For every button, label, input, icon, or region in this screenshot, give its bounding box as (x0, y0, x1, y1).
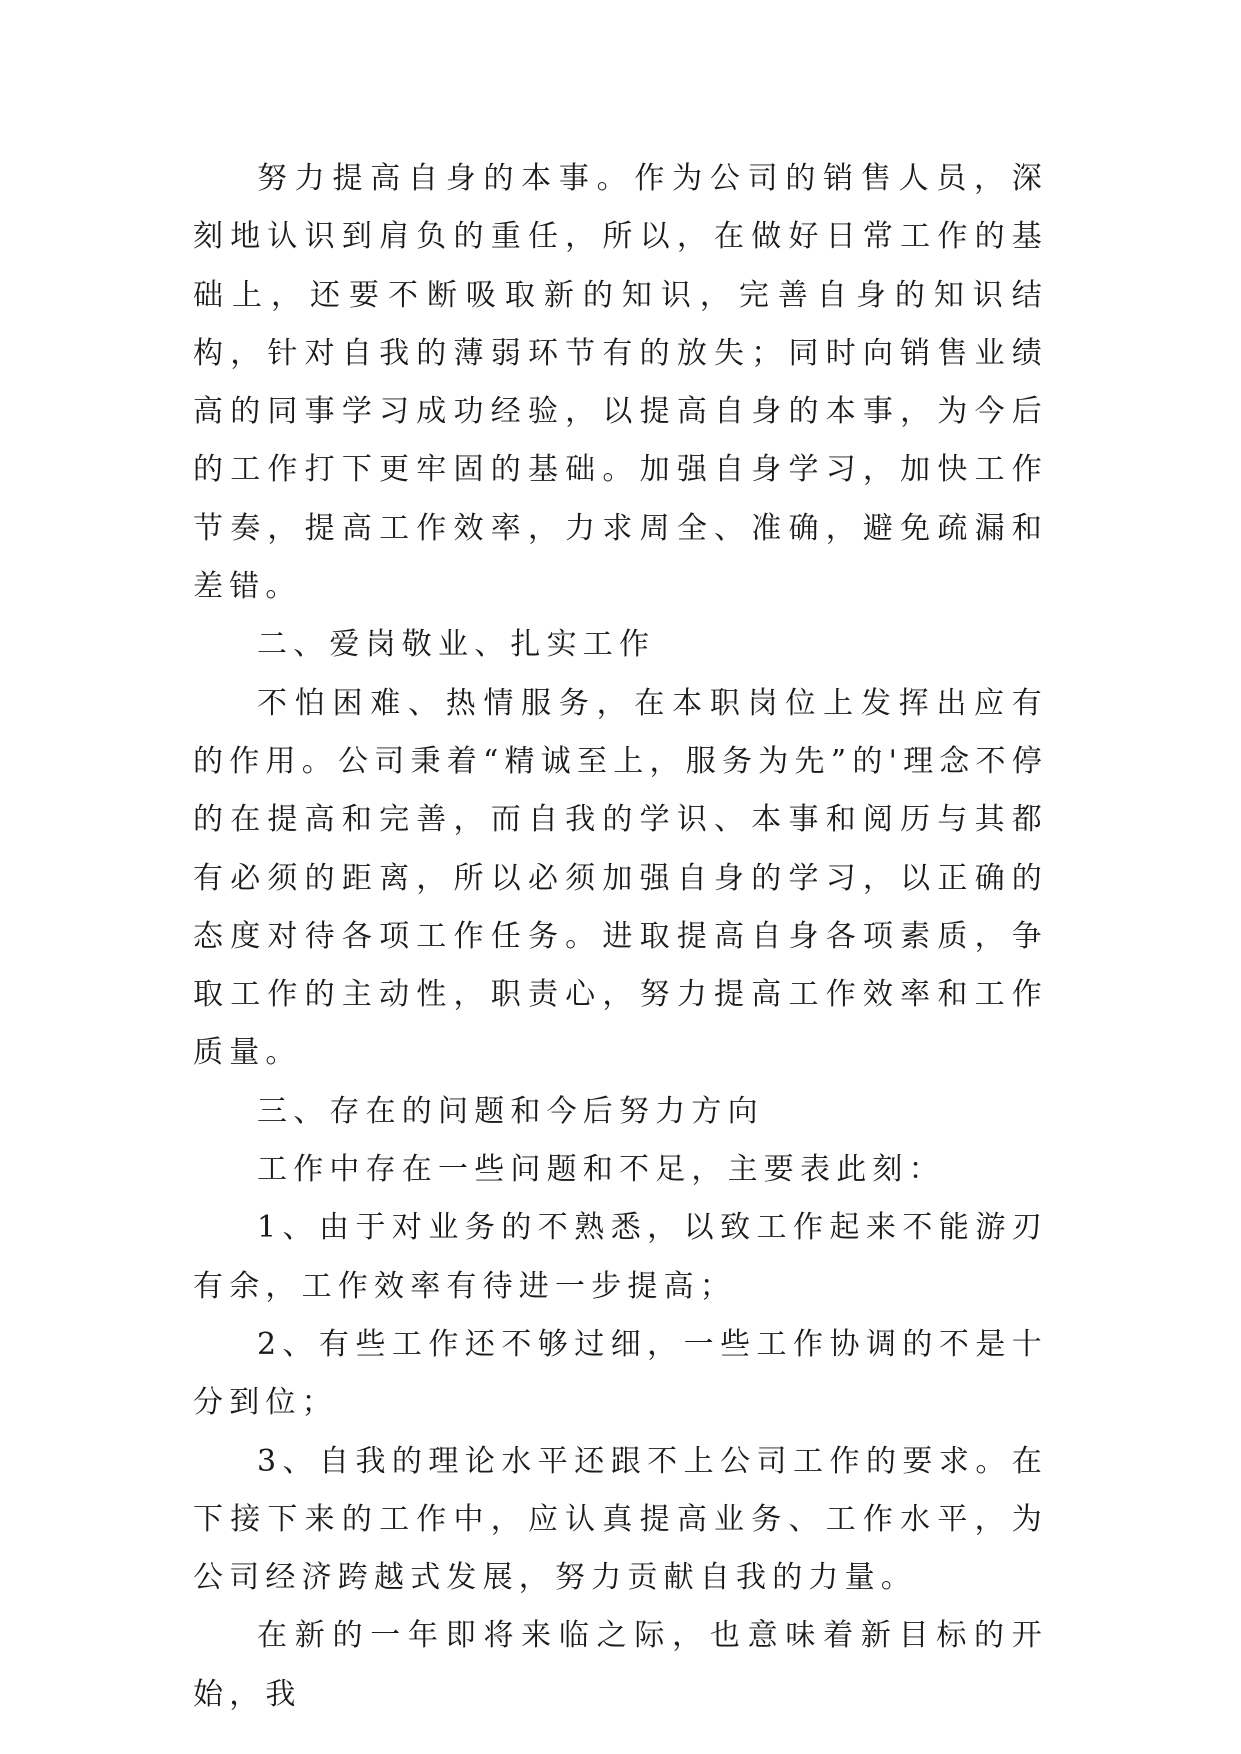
section-heading-dedication: 二、爱岗敬业、扎实工作 (257, 627, 656, 663)
paragraph-new-year: 在新的一年即将来临之际，也意味着新目标的开始，我 (193, 1618, 1048, 1712)
list-item-problem-1: 1、由于对业务的不熟悉，以致工作起来不能游刃有余，工作效率有待进一步提高； (193, 1210, 1048, 1304)
list-item-problem-2: 2、有些工作还不够过细，一些工作协调的不是十分到位； (193, 1326, 1048, 1421)
paragraph-self-improvement: 努力提高自身的本事。作为公司的销售人员，深刻地认识到肩负的重任，所以，在做好日常工作的基础上，还要不断吸取新的知识，完善自身的知识结构，针对自我的薄弱环节有的放失；同时向销售业绩高的同事学习成功经验，以提高自身的本事，为今后的工作打下更牢固的基础。加强自身学习，加快工作节奏，提高工作效率，力求周全、准确，避免疏漏和差错。 (193, 161, 1048, 605)
document-body (193, 150, 1048, 1724)
list-item-problem-3: 3、自我的理论水平还跟不上公司工作的要求。在下接下来的工作中，应认真提高业务、工作水平，为公司经济跨越式发展，努力贡献自我的力量。 (193, 1443, 1048, 1596)
section-heading-problems: 三、存在的问题和今后努力方向 (257, 1093, 764, 1129)
paragraph-problems-intro: 工作中存在一些问题和不足，主要表此刻： (257, 1152, 945, 1188)
paragraph-dedication: 不怕困难、热情服务，在本职岗位上发挥出应有的作用。公司秉着“精诚至上，服务为先”的'理念不停的在提高和完善，而自我的学识、本事和阅历与其都有必须的距离，所以必须加强自身的学习，以正确的态度对待各项工作任务。进取提高自身各项素质，争取工作的主动性，职责心，努力提高工作效率和工作质量。 (193, 685, 1048, 1071)
